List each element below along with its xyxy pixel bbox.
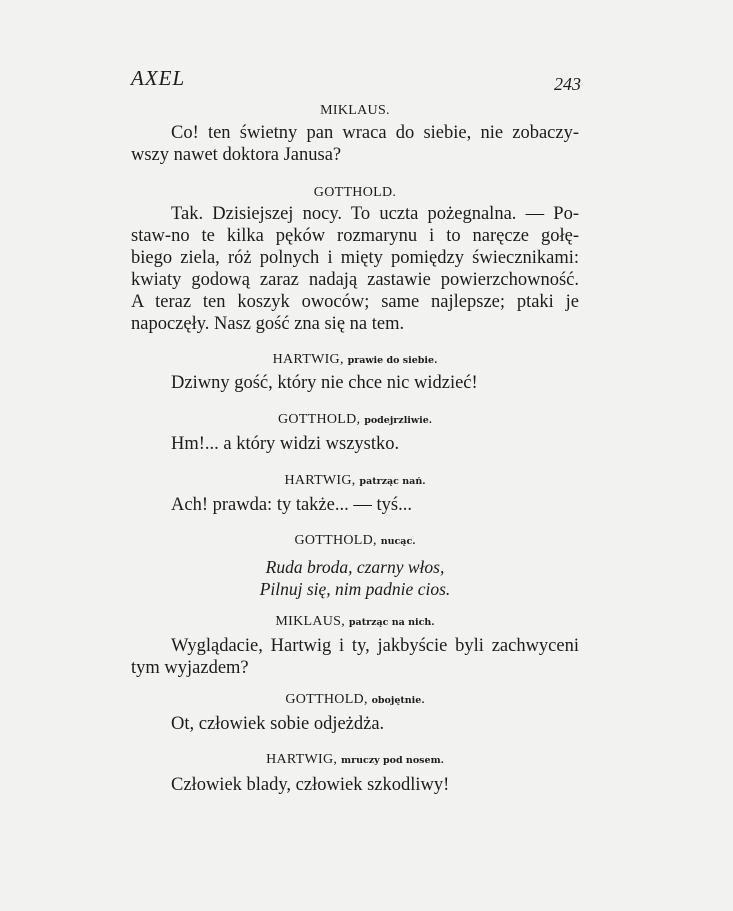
dialogue-line: tym wyjazdem?: [131, 658, 249, 678]
dialogue-line: Hm!... a który widzi wszystko.: [171, 434, 400, 454]
dialogue-line: staw-no te kilka pęków rozmarynu i to naręcze gołę-: [131, 226, 579, 246]
stage-direction: nucąc.: [380, 536, 416, 547]
speaker-heading: [131, 614, 579, 630]
dialogue-line: kwiaty godową zaraz nadają zastawie powierzchowność.: [131, 270, 579, 290]
dialogue-line: Człowiek blady, człowiek szkodliwy!: [171, 775, 450, 795]
dialogue-line: Wyglądacie, Hartwig i ty, jakbyście byli zachwyceni: [171, 636, 579, 656]
speaker-name: GOTTHOLD.: [313, 185, 397, 200]
stage-direction: patrząc na nich.: [348, 617, 435, 628]
speaker-name: MIKLAUS.: [320, 103, 390, 118]
running-title: AXEL: [131, 66, 186, 90]
speaker-name: GOTTHOLD,: [277, 412, 361, 427]
speaker-heading: [131, 752, 579, 768]
speaker-name: HARTWIG,: [272, 352, 344, 367]
speaker-heading: [131, 473, 579, 489]
speaker-name: MIKLAUS,: [275, 614, 346, 629]
speaker-heading: [131, 103, 579, 119]
dialogue-line: Co! ten świetny pan wraca do siebie, nie zobaczy-: [171, 123, 579, 143]
stage-direction: mruczy pod nosem.: [341, 755, 444, 766]
speaker-heading: [131, 352, 579, 368]
stage-direction: podejrzliwie.: [364, 415, 433, 426]
speaker-heading: [131, 533, 579, 549]
speaker-name: GOTTHOLD,: [294, 533, 377, 548]
verse-line: Ruda broda, czarny włos,: [265, 557, 445, 577]
dialogue-line: A teraz ten koszyk owoców; same najlepsze; ptaki je: [131, 292, 579, 312]
stage-direction: patrząc nań.: [359, 476, 426, 487]
speaker-heading: [131, 412, 579, 428]
speaker-name: GOTTHOLD,: [285, 692, 368, 707]
dialogue-line: Ach! prawda: ty także... — tyś...: [171, 495, 412, 515]
speaker-name: HARTWIG,: [266, 752, 338, 767]
stage-direction: prawie do siebie.: [347, 355, 438, 366]
dialogue-line: wszy nawet doktora Janusa?: [131, 145, 342, 165]
dialogue-line: Dziwny gość, który nie chce nic widzieć!: [171, 373, 478, 393]
speaker-name: HARTWIG,: [284, 473, 356, 488]
page-number: 243: [554, 74, 581, 94]
dialogue-line: biego ziela, róż polnych i mięty pomiędzy świecznikami:: [131, 248, 579, 268]
verse-line: Pilnuj się, nim padnie cios.: [259, 579, 451, 599]
dialogue-line: Ot, człowiek sobie odjeżdża.: [171, 714, 385, 734]
dialogue-line: Tak. Dzisiejszej nocy. To uczta pożegnalna. — Po-: [171, 204, 579, 224]
speaker-heading: [131, 692, 579, 708]
dialogue-line: napoczęły. Nasz gość zna się na tem.: [131, 314, 405, 334]
speaker-heading: [131, 185, 579, 201]
stage-direction: obojętnie.: [371, 695, 425, 706]
